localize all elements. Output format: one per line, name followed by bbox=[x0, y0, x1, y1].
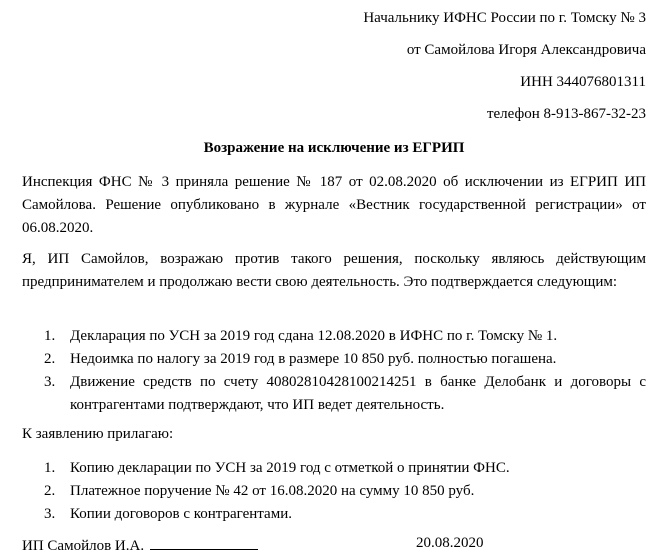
list-item-number: 2. bbox=[44, 351, 56, 367]
signature-block bbox=[22, 535, 258, 555]
signer-name: ИП Самойлов И.А. bbox=[22, 538, 145, 554]
list-item bbox=[44, 457, 646, 480]
list-item-number: 2. bbox=[44, 483, 56, 499]
evidence-list bbox=[44, 325, 646, 417]
list-item-text: Копии договоров с контрагентами. bbox=[70, 506, 292, 522]
attachments-list bbox=[44, 457, 646, 526]
signature-line bbox=[150, 535, 258, 550]
list-item-text: Недоимка по налогу за 2019 год в размере 10 850 руб. полностью погашена. bbox=[70, 351, 557, 367]
list-item bbox=[44, 503, 646, 526]
list-item bbox=[44, 348, 646, 371]
list-item-text: Декларация по УСН за 2019 год сдана 12.08.2020 в ИФНС по г. Томску № 1. bbox=[70, 328, 558, 344]
recipient-line: Начальнику ИФНС России по г. Томску № 3 bbox=[363, 10, 646, 26]
list-item-number: 1. bbox=[44, 328, 56, 344]
list-item-text: Движение средств по счету 40802810428100214251 в банке Делобанк и договоры с контрагентами подтверждают, что ИП ведет деятельность. bbox=[70, 374, 646, 413]
list-item bbox=[44, 371, 646, 417]
list-item bbox=[44, 325, 646, 348]
attachments-heading: К заявлению прилагаю: bbox=[22, 426, 174, 442]
list-item-number: 1. bbox=[44, 460, 56, 476]
sender-line: от Самойлова Игоря Александровича bbox=[406, 42, 646, 58]
list-item-text: Платежное поручение № 42 от 16.08.2020 на сумму 10 850 руб. bbox=[70, 483, 475, 499]
paragraph-objection: Я, ИП Самойлов, возражаю против такого решения, поскольку являюсь действующим предпринимателем и продолжаю вести свою деятельность. Это подтверждается следующим: bbox=[22, 251, 646, 290]
list-item-number: 3. bbox=[44, 374, 56, 390]
document-title: Возражение на исключение из ЕГРИП bbox=[203, 140, 465, 156]
list-item-number: 3. bbox=[44, 506, 56, 522]
inn-line: ИНН 344076801311 bbox=[520, 74, 646, 90]
list-item-text: Копию декларации по УСН за 2019 год с отметкой о принятии ФНС. bbox=[70, 460, 510, 476]
list-item bbox=[44, 480, 646, 503]
signature-date: 20.08.2020 bbox=[416, 535, 484, 551]
paragraph-decision: Инспекция ФНС № 3 приняла решение № 187 от 02.08.2020 об исключении из ЕГРИП ИП Самойлова. Решение опубликовано в журнале «Вестник государственной регистрации» от 06.08.2020. bbox=[22, 174, 646, 236]
phone-line: телефон 8-913-867-32-23 bbox=[486, 106, 646, 122]
